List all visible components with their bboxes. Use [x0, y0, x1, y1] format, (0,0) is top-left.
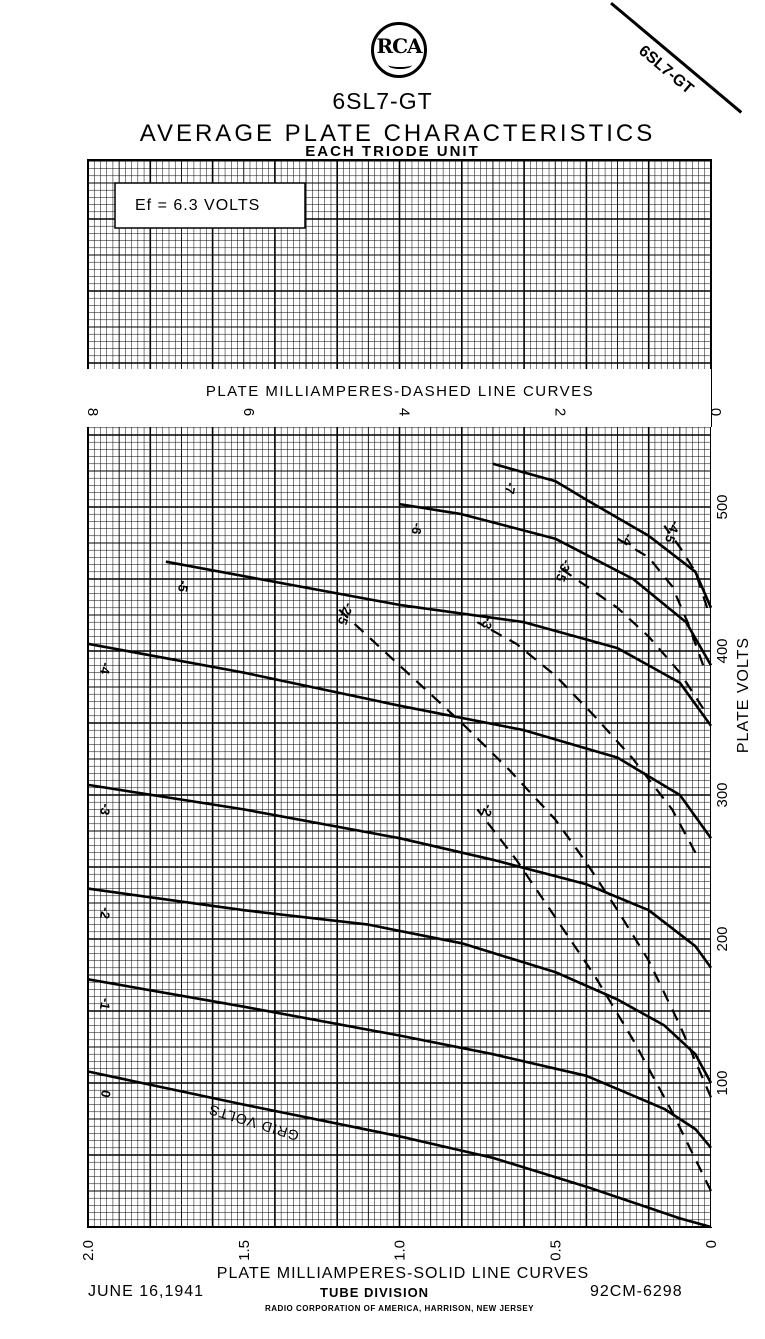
dashed-curve-label: -2	[478, 802, 497, 819]
solid-curve-label: -7	[501, 481, 519, 496]
dashed-tick-label: 8	[84, 407, 101, 417]
solid-axis-label: PLATE MILLIAMPERES-SOLID LINE CURVES	[216, 1265, 590, 1282]
volts-tick-label: 500	[714, 494, 731, 520]
solid-curve-label: -2	[97, 906, 114, 921]
dashed-tick-label: 6	[239, 407, 257, 417]
solid-tick-label: 2.0	[80, 1240, 97, 1261]
chart-title: AVERAGE PLATE CHARACTERISTICS	[139, 120, 656, 147]
solid-curve-label: -3	[97, 802, 114, 817]
chart-subtitle: EACH TRIODE UNIT	[305, 143, 480, 160]
tube-type: 6SL7-GT	[332, 88, 433, 114]
solid-axis-ticks	[80, 1240, 720, 1261]
division: TUBE DIVISION	[320, 1285, 430, 1300]
dashed-tick-label: 4	[395, 407, 413, 417]
solid-tick-label: 0	[703, 1240, 720, 1249]
dashed-curve-label: -4	[618, 531, 637, 548]
solid-curve-label: -5	[174, 579, 192, 594]
filament-note: Ef = 6.3 VOLTS	[135, 197, 261, 214]
solid-curve-label: 0	[97, 1088, 114, 1099]
solid-curve-label: -4	[97, 661, 114, 676]
drawing-number: 92CM-6298	[590, 1283, 683, 1300]
graph-grid	[88, 160, 711, 1227]
solid-curve-label: -6	[408, 521, 426, 536]
plate-volts-label: PLATE VOLTS	[735, 636, 752, 754]
dashed-curve-label: -2.5	[334, 600, 357, 627]
rca-logo-text: RCA	[376, 34, 422, 58]
volts-tick-label: 200	[714, 926, 731, 952]
chart-date: JUNE 16,1941	[88, 1283, 205, 1300]
volts-tick-label: 100	[714, 1070, 731, 1096]
dashed-tick-label: 0	[707, 407, 724, 417]
solid-tick-label: 1.0	[391, 1240, 409, 1261]
solid-tick-label: 1.5	[235, 1240, 253, 1261]
solid-curve-label: -1	[97, 996, 114, 1011]
dashed-curve-label: -3	[478, 615, 497, 632]
volts-tick-label: 400	[714, 638, 731, 664]
corner-tube-tag: 6SL7-GT	[584, 2, 742, 144]
right-axis-band	[711, 427, 765, 1227]
grid-volts-label: GRID VOLTS	[206, 1101, 301, 1145]
dashed-tick-label: 2	[551, 407, 569, 417]
solid-tick-label: 0.5	[547, 1240, 565, 1261]
dashed-axis-label: PLATE MILLIAMPERES-DASHED LINE CURVES	[205, 383, 595, 400]
dashed-curve-label: -3.5	[552, 557, 575, 584]
dashed-curve-label: -4.5	[661, 518, 684, 545]
company: RADIO CORPORATION OF AMERICA, HARRISON, NEW JERSEY	[265, 1304, 535, 1313]
volts-tick-label: 300	[714, 782, 731, 808]
